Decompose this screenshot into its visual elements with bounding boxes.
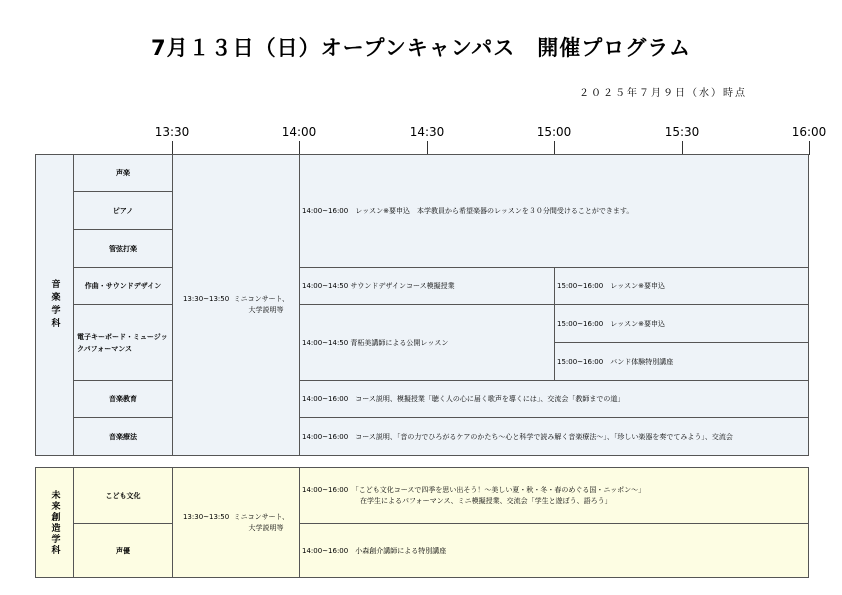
event-education-text: 14:00~16:00 コース説明、模擬授業「聴く人の心に届く歌声を導くには」、交流会「教師までの道」 xyxy=(302,395,625,403)
subject-keyboard-label: 電子キーボード・ミュージックパフォーマンス xyxy=(77,332,168,353)
time-tick xyxy=(427,141,428,155)
subject-voice xyxy=(73,523,173,578)
subject-therapy xyxy=(73,417,173,456)
subject-child xyxy=(73,467,173,524)
time-tick xyxy=(554,141,555,155)
time-tick xyxy=(172,141,173,155)
future-mini-time: 13:30~13:50 xyxy=(182,512,230,521)
event-lesson xyxy=(299,154,809,268)
event-keyboard-1 xyxy=(299,304,555,381)
event-child-line-1: 14:00~16:00 「こども文化コースで四季を思い出そう！～美しい夏・秋・冬・春のめぐる国・ニッポン～」 xyxy=(302,485,646,494)
future-mini-text-1: ミニコンサート、 xyxy=(233,512,290,521)
future-mini-text-2: 大学説明等 xyxy=(248,523,284,532)
event-compose-2 xyxy=(554,267,809,305)
subject-vocal xyxy=(73,154,173,192)
time-label-1600: 16:00 xyxy=(791,125,827,139)
music-mini-text-2: 大学説明等 xyxy=(248,306,284,314)
event-child xyxy=(299,467,809,524)
time-label-1500: 15:00 xyxy=(536,125,572,139)
dept-future-label: 未来創造学科 xyxy=(49,489,60,556)
event-voice xyxy=(299,523,809,578)
event-lesson-text: 14:00~16:00 レッスン※要申込 本学教員から希望楽器のレッスンを３０分間受けることができます。 xyxy=(302,207,634,215)
music-mini-text-1: ミニコンサート、 xyxy=(233,295,290,303)
event-keyboard-2 xyxy=(554,304,809,343)
dept-future xyxy=(35,467,74,578)
subject-therapy-label: 音楽療法 xyxy=(109,432,137,441)
as-of-date: ２０２５年７月９日（水）時点 xyxy=(579,88,747,99)
subject-winds xyxy=(73,229,173,268)
time-label-1330: 13:30 xyxy=(154,125,190,139)
music-mini-time: 13:30~13:50 xyxy=(182,295,230,303)
music-mini-concert xyxy=(172,154,300,456)
time-tick xyxy=(809,141,810,155)
event-compose-2-text: 15:00~16:00 レッスン※要申込 xyxy=(557,282,666,290)
subject-compose-label: 作曲・サウンドデザイン xyxy=(84,282,162,290)
dept-music-label: 音楽学科 xyxy=(49,279,60,331)
subject-compose xyxy=(73,267,173,305)
time-tick xyxy=(299,141,300,155)
event-keyboard-1-text: 14:00~14:50 青柘美講師による公開レッスン xyxy=(302,338,449,347)
subject-keyboard xyxy=(73,304,173,381)
event-therapy-text: 14:00~16:00 コース説明、「音の力でひろがるケアのかたち～心と科学で読み解く音楽療法～」、「珍しい楽器を奏でてみよう」、交流会 xyxy=(302,432,733,441)
dept-music xyxy=(35,154,74,456)
subject-child-label: こども文化 xyxy=(105,491,141,500)
subject-winds-label: 管弦打楽 xyxy=(109,244,137,253)
subject-vocal-label: 声楽 xyxy=(116,169,130,177)
future-mini-concert xyxy=(172,467,300,578)
event-voice-text: 14:00~16:00 小森創介講師による特別講座 xyxy=(302,546,447,555)
subject-piano xyxy=(73,191,173,230)
subject-voice-label: 声優 xyxy=(116,546,130,555)
time-label-1400: 14:00 xyxy=(281,125,317,139)
subject-education xyxy=(73,380,173,418)
subject-education-label: 音楽教育 xyxy=(109,395,137,403)
event-keyboard-3 xyxy=(554,342,809,381)
event-keyboard-3-text: 15:00~16:00 バンド体験特別講座 xyxy=(557,357,674,366)
event-keyboard-2-text: 15:00~16:00 レッスン※要申込 xyxy=(557,319,666,328)
event-education xyxy=(299,380,809,418)
time-label-1430: 14:30 xyxy=(409,125,445,139)
event-compose-1-text: 14:00~14:50 サウンドデザインコース模擬授業 xyxy=(302,282,455,290)
time-tick xyxy=(682,141,683,155)
event-therapy xyxy=(299,417,809,456)
subject-piano-label: ピアノ xyxy=(112,206,134,215)
event-compose-1 xyxy=(299,267,555,305)
event-child-line-2: 在学生によるパフォーマンス、ミニ模擬授業、交流会「学生と遊ぼう、語ろう」 xyxy=(360,496,612,505)
page-title: 7月１３日（日）オープンキャンパス 開催プログラム xyxy=(150,36,692,60)
time-label-1530: 15:30 xyxy=(664,125,700,139)
